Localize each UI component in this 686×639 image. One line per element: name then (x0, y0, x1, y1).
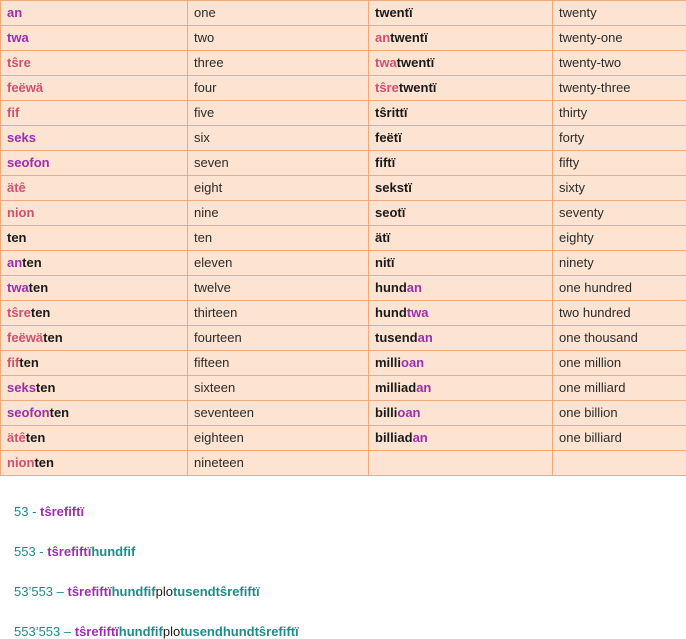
term-text (7, 280, 48, 295)
table-row (1, 251, 686, 276)
gloss-text: three (194, 55, 224, 70)
cell-term-small (1, 251, 188, 276)
example-segment: 553 - (14, 544, 47, 559)
gloss-text: one (194, 5, 216, 20)
gloss-text: fifteen (194, 355, 229, 370)
gloss-text: one billion (559, 405, 618, 420)
example-segment: hundfif (112, 584, 156, 599)
term-text (7, 455, 54, 470)
gloss-text: eleven (194, 255, 232, 270)
term-segment: tŝre (7, 55, 31, 70)
cell-term-large (369, 126, 553, 151)
term-segment: tusend (375, 330, 418, 345)
term-segment: twa (407, 305, 429, 320)
example-line (14, 624, 672, 639)
gloss-text: one million (559, 355, 621, 370)
table-row (1, 401, 686, 426)
term-segment: fif (7, 105, 19, 120)
gloss-text: nine (194, 205, 219, 220)
cell-gloss-small (188, 151, 369, 176)
term-segment: an (418, 330, 433, 345)
term-segment: ten (7, 230, 27, 245)
cell-gloss-small (188, 451, 369, 476)
example-segment: tusendtŝrefiftï (173, 584, 260, 599)
gloss-text: six (194, 130, 210, 145)
table-row (1, 51, 686, 76)
cell-gloss-large (553, 151, 686, 176)
example-segment: 553’553 – (14, 624, 75, 639)
term-segment: seofon (7, 155, 50, 170)
example-segment: tŝrefiftï (75, 624, 119, 639)
example-segment: plo (163, 624, 180, 639)
cell-gloss-small (188, 176, 369, 201)
gloss-text: two (194, 30, 214, 45)
example-line (14, 544, 672, 559)
table-row (1, 276, 686, 301)
cell-gloss-small (188, 376, 369, 401)
cell-term-large (369, 276, 553, 301)
table-row (1, 176, 686, 201)
gloss-text: twenty-three (559, 80, 631, 95)
cell-gloss-large (553, 1, 686, 26)
term-segment: ten (43, 330, 63, 345)
cell-term-large (369, 76, 553, 101)
gloss-text: seventy (559, 205, 604, 220)
term-text (7, 105, 19, 120)
gloss-text: thirteen (194, 305, 237, 320)
gloss-text: nineteen (194, 455, 244, 470)
cell-gloss-large (553, 301, 686, 326)
example-segment: tŝrefiftï (40, 504, 84, 519)
term-segment: an (407, 280, 422, 295)
term-text (375, 305, 428, 320)
cell-term-small (1, 376, 188, 401)
cell-term-small (1, 301, 188, 326)
cell-term-large (369, 451, 553, 476)
cell-term-small (1, 1, 188, 26)
term-segment: fiftï (375, 155, 395, 170)
term-segment: feëtï (375, 130, 402, 145)
cell-gloss-large (553, 26, 686, 51)
cell-term-small (1, 101, 188, 126)
cell-gloss-small (188, 101, 369, 126)
term-segment: ten (19, 355, 39, 370)
term-text (375, 280, 422, 295)
gloss-text: forty (559, 130, 584, 145)
term-segment: feëwä (7, 330, 43, 345)
term-text (7, 205, 34, 220)
term-text (7, 430, 45, 445)
term-text (375, 105, 408, 120)
cell-gloss-large (553, 176, 686, 201)
term-text (375, 380, 431, 395)
cell-term-large (369, 101, 553, 126)
cell-gloss-large (553, 326, 686, 351)
cell-term-small (1, 326, 188, 351)
cell-term-small (1, 226, 188, 251)
cell-gloss-small (188, 401, 369, 426)
cell-gloss-large (553, 401, 686, 426)
gloss-text: five (194, 105, 214, 120)
example-segment: 53 - (14, 504, 40, 519)
term-text (7, 305, 50, 320)
cell-gloss-small (188, 26, 369, 51)
term-text (375, 330, 433, 345)
term-segment: ätê (7, 180, 26, 195)
gloss-text: eighteen (194, 430, 244, 445)
term-segment: twa (375, 55, 397, 70)
term-text (7, 180, 26, 195)
cell-term-small (1, 276, 188, 301)
term-text (375, 430, 428, 445)
gloss-text: ten (194, 230, 212, 245)
term-text (7, 155, 50, 170)
term-text (375, 205, 405, 220)
term-text (375, 55, 434, 70)
cell-term-large (369, 351, 553, 376)
table-row (1, 76, 686, 101)
example-segment: hundfif (119, 624, 163, 639)
term-segment: ï (409, 5, 413, 20)
term-segment: ten (29, 280, 49, 295)
cell-term-small (1, 26, 188, 51)
term-segment: sekstï (375, 180, 412, 195)
table-row (1, 451, 686, 476)
cell-gloss-large (553, 251, 686, 276)
cell-term-large (369, 26, 553, 51)
term-text (7, 380, 55, 395)
table-row (1, 1, 686, 26)
cell-term-large (369, 301, 553, 326)
gloss-text: seventeen (194, 405, 254, 420)
cell-term-large (369, 401, 553, 426)
term-text (7, 230, 27, 245)
gloss-text: fourteen (194, 330, 242, 345)
term-segment: an (413, 430, 428, 445)
term-text (7, 355, 39, 370)
table-row (1, 351, 686, 376)
gloss-text: one thousand (559, 330, 638, 345)
cell-gloss-large (553, 126, 686, 151)
term-segment: ätï (375, 230, 390, 245)
gloss-text: twenty-two (559, 55, 621, 70)
cell-gloss-small (188, 326, 369, 351)
term-text (7, 330, 63, 345)
cell-term-small (1, 426, 188, 451)
gloss-text: sixty (559, 180, 585, 195)
cell-term-large (369, 251, 553, 276)
cell-gloss-large (553, 51, 686, 76)
table-row (1, 201, 686, 226)
term-segment: seotï (375, 205, 405, 220)
table-row (1, 151, 686, 176)
cell-term-small (1, 451, 188, 476)
term-segment: ten (36, 380, 56, 395)
term-segment: ten (34, 455, 54, 470)
cell-gloss-small (188, 251, 369, 276)
example-line (14, 504, 672, 519)
term-segment: fif (7, 355, 19, 370)
term-text (375, 355, 424, 370)
term-text (7, 55, 31, 70)
example-line (14, 584, 672, 599)
cell-gloss-small (188, 276, 369, 301)
cell-gloss-large (553, 201, 686, 226)
example-segment: plo (156, 584, 173, 599)
example-segment: tŝrefiftï (47, 544, 91, 559)
gloss-text: two hundred (559, 305, 631, 320)
table-row (1, 376, 686, 401)
term-text (7, 5, 22, 20)
cell-gloss-small (188, 301, 369, 326)
cell-term-small (1, 401, 188, 426)
cell-gloss-large (553, 426, 686, 451)
term-text (375, 130, 402, 145)
example-segment: 53’553 – (14, 584, 68, 599)
cell-term-small (1, 176, 188, 201)
term-text (7, 130, 36, 145)
term-text (7, 405, 69, 420)
gloss-text: thirty (559, 105, 587, 120)
term-segment: seofon (7, 405, 50, 420)
term-segment: tŝre (7, 305, 31, 320)
table-row (1, 326, 686, 351)
gloss-text: fifty (559, 155, 579, 170)
term-text (375, 405, 421, 420)
gloss-text: one hundred (559, 280, 632, 295)
cell-gloss-small (188, 226, 369, 251)
gloss-text: twenty-one (559, 30, 623, 45)
term-segment: an (7, 255, 22, 270)
term-segment: an (7, 5, 22, 20)
term-segment: twa (7, 30, 29, 45)
cell-gloss-small (188, 201, 369, 226)
gloss-text: one milliard (559, 380, 625, 395)
term-segment: ätê (7, 430, 26, 445)
term-segment: seks (7, 380, 36, 395)
term-segment: billiad (375, 430, 413, 445)
cell-term-large (369, 201, 553, 226)
gloss-text: eighty (559, 230, 594, 245)
term-segment: feëwä (7, 80, 43, 95)
term-segment: milliad (375, 380, 416, 395)
term-segment: ten (31, 305, 51, 320)
term-segment: hund (375, 280, 407, 295)
term-segment: hund (375, 305, 407, 320)
term-segment: seks (7, 130, 36, 145)
cell-term-small (1, 151, 188, 176)
cell-gloss-large (553, 351, 686, 376)
gloss-text: four (194, 80, 216, 95)
cell-gloss-large (553, 226, 686, 251)
example-segment: hundfif (91, 544, 135, 559)
cell-term-small (1, 126, 188, 151)
term-segment: tŝre (375, 80, 399, 95)
table-row (1, 26, 686, 51)
term-segment: nion (7, 205, 34, 220)
cell-gloss-small (188, 51, 369, 76)
cell-term-large (369, 176, 553, 201)
gloss-text: seven (194, 155, 229, 170)
term-segment: ten (26, 430, 46, 445)
cell-gloss-large (553, 76, 686, 101)
gloss-text: eight (194, 180, 222, 195)
term-segment: oan (401, 355, 424, 370)
cell-gloss-large (553, 101, 686, 126)
gloss-text: one billiard (559, 430, 622, 445)
cell-gloss-large (553, 276, 686, 301)
cell-gloss-small (188, 351, 369, 376)
cell-gloss-small (188, 76, 369, 101)
term-segment: twentï (397, 55, 435, 70)
term-segment: nitï (375, 255, 395, 270)
term-text (375, 5, 413, 20)
term-segment: twentï (390, 30, 428, 45)
term-segment: billi (375, 405, 397, 420)
cell-gloss-large (553, 451, 686, 476)
cell-term-large (369, 151, 553, 176)
cell-term-large (369, 51, 553, 76)
example-segment: tŝrefiftï (68, 584, 112, 599)
cell-term-large (369, 426, 553, 451)
table-row (1, 101, 686, 126)
term-segment: milli (375, 355, 401, 370)
cell-term-small (1, 351, 188, 376)
term-text (375, 30, 428, 45)
term-segment: ten (22, 255, 42, 270)
term-text (375, 255, 395, 270)
gloss-text: sixteen (194, 380, 235, 395)
cell-term-small (1, 76, 188, 101)
table-row (1, 226, 686, 251)
table-row (1, 126, 686, 151)
cell-gloss-large (553, 376, 686, 401)
term-text (7, 80, 43, 95)
term-segment: oan (397, 405, 420, 420)
table-row (1, 301, 686, 326)
term-text (375, 80, 436, 95)
term-text (7, 30, 29, 45)
cell-gloss-small (188, 1, 369, 26)
cell-term-large (369, 226, 553, 251)
term-text (375, 180, 412, 195)
numbers-table-body (1, 1, 686, 476)
cell-term-large (369, 376, 553, 401)
cell-term-large (369, 1, 553, 26)
cell-term-small (1, 201, 188, 226)
example-segment: tusendhundtŝrefiftï (180, 624, 298, 639)
term-segment: twent (375, 5, 409, 20)
table-row (1, 426, 686, 451)
gloss-text: twenty (559, 5, 597, 20)
term-segment: an (375, 30, 390, 45)
term-segment: tŝrittï (375, 105, 408, 120)
gloss-text: twelve (194, 280, 231, 295)
cell-term-small (1, 51, 188, 76)
term-text (7, 255, 42, 270)
term-segment: twa (7, 280, 29, 295)
term-segment: twentï (399, 80, 437, 95)
cell-gloss-small (188, 126, 369, 151)
term-text (375, 155, 395, 170)
gloss-text: ninety (559, 255, 594, 270)
term-segment: ten (50, 405, 70, 420)
term-text (375, 230, 390, 245)
cell-gloss-small (188, 426, 369, 451)
cell-term-large (369, 326, 553, 351)
term-segment: nion (7, 455, 34, 470)
term-segment: an (416, 380, 431, 395)
